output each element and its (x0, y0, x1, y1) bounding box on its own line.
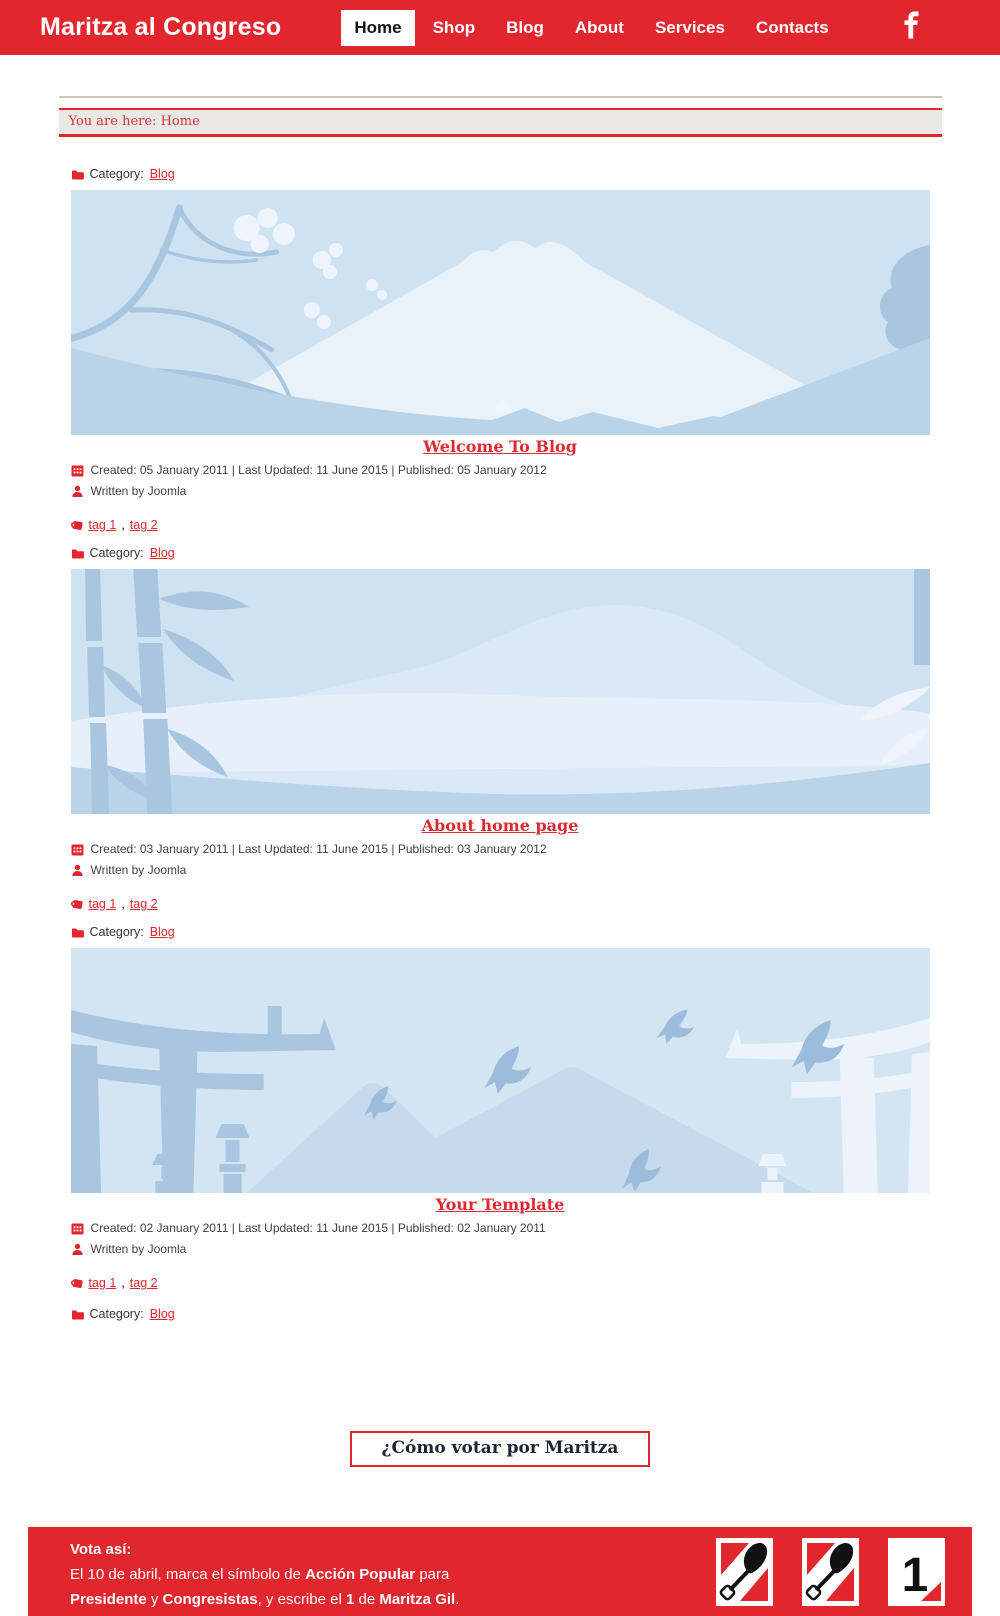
category-link[interactable]: Blog (149, 925, 175, 939)
user-icon (71, 864, 84, 877)
post-title (71, 818, 930, 835)
category-link[interactable]: Blog (149, 1307, 175, 1321)
post-title-link[interactable]: About home page (421, 816, 579, 835)
folder-icon (71, 1308, 84, 1321)
blog-post (71, 167, 930, 532)
post-title-link[interactable]: Your Template (435, 1195, 565, 1214)
category-label: Category: (89, 925, 144, 939)
category-row (71, 546, 930, 560)
site-header (0, 0, 1000, 55)
post-author-line: Written by Joomla (90, 484, 187, 498)
tag-separator: , (121, 897, 125, 911)
tag-link[interactable]: tag 1 (88, 518, 117, 532)
calendar-icon (71, 843, 84, 856)
user-icon (71, 485, 84, 498)
breadcrumb-prefix: You are here: (68, 114, 157, 129)
ballot-number: 1 (901, 1548, 929, 1602)
folder-icon (71, 926, 84, 939)
tag-separator: , (121, 1276, 125, 1290)
vote-heading: Vota así: (70, 1541, 132, 1558)
calendar-icon (71, 1222, 84, 1235)
shovel-ballot-icon (802, 1538, 859, 1606)
breadcrumb-current: Home (160, 114, 200, 129)
shovel-ballot-icon (716, 1538, 773, 1606)
ballot-symbols (716, 1527, 945, 1616)
nav-item-about[interactable]: About (574, 17, 624, 37)
post-author-line: Written by Joomla (90, 863, 187, 877)
category-row (71, 167, 930, 181)
post-author (71, 864, 930, 877)
tag-link[interactable]: tag 2 (129, 1276, 158, 1290)
tag-icon (71, 898, 84, 911)
bamboo-mountain-lake-illustration (71, 569, 930, 814)
tag-icon (71, 519, 84, 532)
nav-item-home[interactable]: Home (341, 10, 414, 46)
vote-line-2: El 10 de abril, marca el símbolo de Acción Popular para (70, 1566, 450, 1583)
post-dates (71, 843, 930, 856)
folder-icon (71, 168, 84, 181)
post-date-line: Created: 05 January 2011 | Last Updated: 11 June 2015 | Published: 05 January 2012 (90, 463, 547, 477)
site-title[interactable]: Maritza al Congreso (40, 13, 282, 41)
tag-icon (71, 1277, 84, 1290)
post-title-link[interactable]: Welcome To Blog (423, 437, 577, 456)
post-date-line: Created: 02 January 2011 | Last Updated: 11 June 2015 | Published: 02 January 2011 (90, 1221, 546, 1235)
nav-item-services[interactable]: Services (654, 17, 725, 37)
vote-line-3: Presidente y Congresistas, y escribe el 1 de Maritza Gil. (70, 1591, 460, 1608)
post-title (71, 439, 930, 456)
breadcrumb (59, 108, 942, 137)
category-link[interactable]: Blog (149, 167, 175, 181)
category-link[interactable]: Blog (149, 546, 175, 560)
number-one-ballot-icon (888, 1538, 945, 1606)
nav-item-shop[interactable]: Shop (432, 17, 476, 37)
folder-icon (71, 547, 84, 560)
category-label: Category: (89, 1307, 144, 1321)
post-author (71, 1243, 930, 1256)
post-dates (71, 464, 930, 477)
post-title (71, 1197, 930, 1214)
torii-gates-birds-illustration (71, 948, 930, 1193)
vote-instructions (28, 1527, 459, 1616)
nav-item-contacts[interactable]: Contacts (755, 17, 829, 37)
mount-fuji-cherry-blossom-illustration (71, 190, 930, 435)
category-row (71, 1307, 930, 1321)
content-top-divider (59, 96, 942, 98)
user-icon (71, 1243, 84, 1256)
main-nav (341, 10, 841, 46)
post-author (71, 485, 930, 498)
post-tags (71, 897, 930, 911)
nav-item-blog[interactable]: Blog (506, 17, 544, 37)
calendar-icon (71, 464, 84, 477)
category-row (71, 925, 930, 939)
tag-link[interactable]: tag 1 (88, 1276, 117, 1290)
tag-link[interactable]: tag 2 (129, 897, 158, 911)
how-to-vote-button[interactable]: ¿Cómo votar por Maritza (350, 1431, 651, 1467)
post-tags (71, 518, 930, 532)
post-date-line: Created: 03 January 2011 | Last Updated: 11 June 2015 | Published: 03 January 2012 (90, 842, 547, 856)
vote-banner (28, 1527, 972, 1616)
blog-post (71, 546, 930, 911)
blog-post (71, 925, 930, 1290)
tag-link[interactable]: tag 2 (129, 518, 158, 532)
category-label: Category: (89, 167, 144, 181)
post-tags (71, 1276, 930, 1290)
post-dates (71, 1222, 930, 1235)
tag-link[interactable]: tag 1 (88, 897, 117, 911)
facebook-icon[interactable] (898, 10, 924, 45)
post-author-line: Written by Joomla (90, 1242, 187, 1256)
tag-separator: , (121, 518, 125, 532)
category-label: Category: (89, 546, 144, 560)
